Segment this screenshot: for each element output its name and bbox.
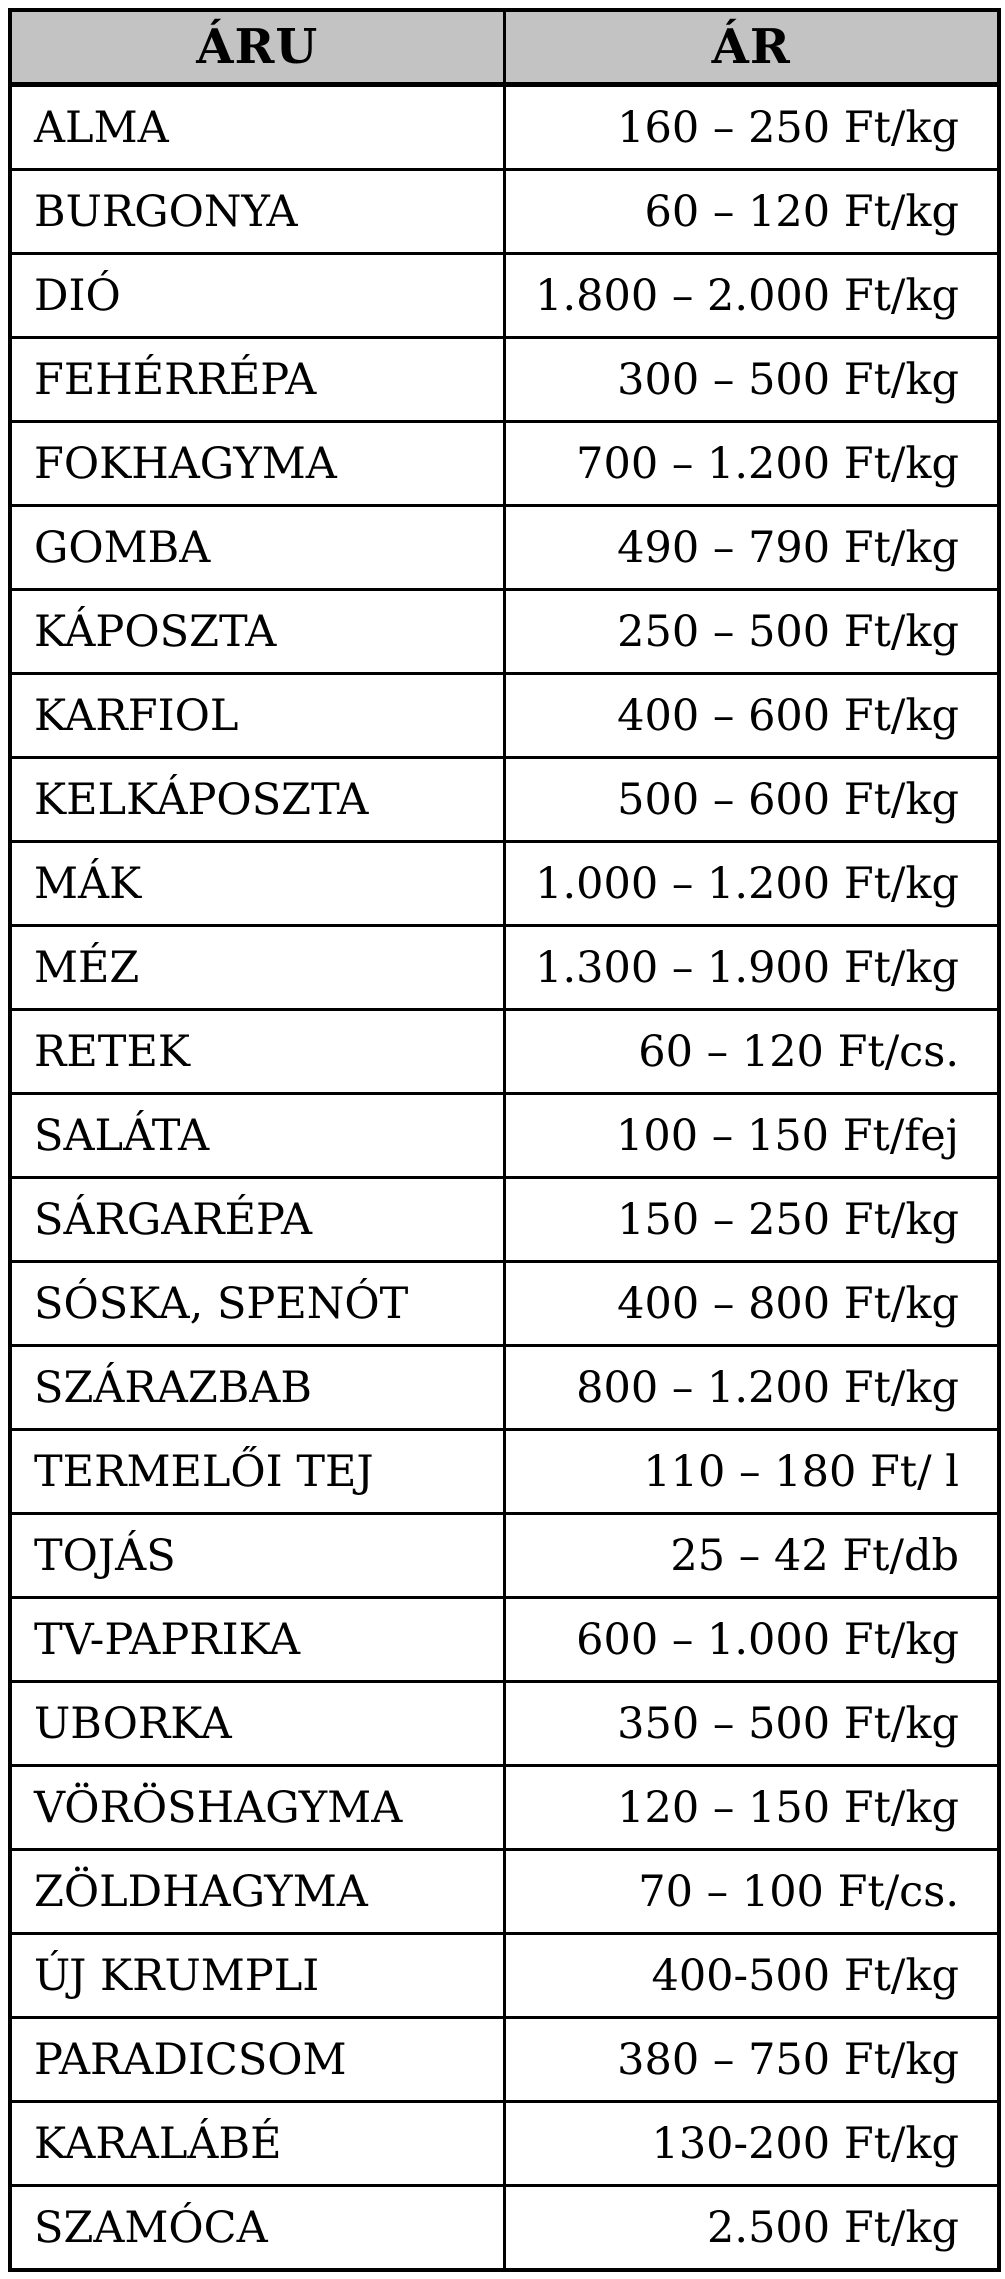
- product-cell: FOKHAGYMA: [10, 422, 504, 506]
- price-cell: 400 – 800 Ft/kg: [504, 1262, 999, 1346]
- table-row: [10, 1850, 999, 1934]
- price-cell: 120 – 150 Ft/kg: [504, 1766, 999, 1850]
- table-row: [10, 1766, 999, 1850]
- price-cell: 100 – 150 Ft/fej: [504, 1094, 999, 1178]
- price-cell: 400-500 Ft/kg: [504, 1934, 999, 2018]
- price-cell: 160 – 250 Ft/kg: [504, 85, 999, 170]
- product-cell: SÓSKA, SPENÓT: [10, 1262, 504, 1346]
- product-cell: RETEK: [10, 1010, 504, 1094]
- table-row: [10, 1514, 999, 1598]
- price-cell: 25 – 42 Ft/db: [504, 1514, 999, 1598]
- product-cell: MÁK: [10, 842, 504, 926]
- price-table-body: [10, 85, 999, 2271]
- price-cell: 1.300 – 1.900 Ft/kg: [504, 926, 999, 1010]
- price-cell: 110 – 180 Ft/ l: [504, 1430, 999, 1514]
- table-row: [10, 1346, 999, 1430]
- price-cell: 70 – 100 Ft/cs.: [504, 1850, 999, 1934]
- price-cell: 380 – 750 Ft/kg: [504, 2018, 999, 2102]
- table-row: [10, 422, 999, 506]
- price-cell: 300 – 500 Ft/kg: [504, 338, 999, 422]
- table-row: [10, 170, 999, 254]
- table-row: [10, 758, 999, 842]
- table-row: [10, 2102, 999, 2186]
- product-cell: TV-PAPRIKA: [10, 1598, 504, 1682]
- table-row: [10, 1682, 999, 1766]
- price-cell: 400 – 600 Ft/kg: [504, 674, 999, 758]
- product-column-header: ÁRU: [10, 10, 504, 85]
- price-cell: 490 – 790 Ft/kg: [504, 506, 999, 590]
- price-table: [8, 8, 1001, 2272]
- product-cell: ALMA: [10, 85, 504, 170]
- product-cell: KARFIOL: [10, 674, 504, 758]
- price-cell: 1.800 – 2.000 Ft/kg: [504, 254, 999, 338]
- product-cell: MÉZ: [10, 926, 504, 1010]
- price-cell: 1.000 – 1.200 Ft/kg: [504, 842, 999, 926]
- product-cell: PARADICSOM: [10, 2018, 504, 2102]
- table-row: [10, 1262, 999, 1346]
- table-row: [10, 1598, 999, 1682]
- price-cell: 700 – 1.200 Ft/kg: [504, 422, 999, 506]
- price-cell: 150 – 250 Ft/kg: [504, 1178, 999, 1262]
- table-row: [10, 506, 999, 590]
- product-cell: ÚJ KRUMPLI: [10, 1934, 504, 2018]
- table-row: [10, 926, 999, 1010]
- product-cell: DIÓ: [10, 254, 504, 338]
- table-row: [10, 1934, 999, 2018]
- product-cell: KARALÁBÉ: [10, 2102, 504, 2186]
- product-cell: TOJÁS: [10, 1514, 504, 1598]
- table-row: [10, 2018, 999, 2102]
- product-cell: KELKÁPOSZTA: [10, 758, 504, 842]
- table-row: [10, 1010, 999, 1094]
- table-row: [10, 338, 999, 422]
- price-cell: 130-200 Ft/kg: [504, 2102, 999, 2186]
- price-cell: 250 – 500 Ft/kg: [504, 590, 999, 674]
- product-cell: BURGONYA: [10, 170, 504, 254]
- price-cell: 60 – 120 Ft/cs.: [504, 1010, 999, 1094]
- table-row: [10, 1094, 999, 1178]
- table-row: [10, 254, 999, 338]
- product-cell: SALÁTA: [10, 1094, 504, 1178]
- price-cell: 60 – 120 Ft/kg: [504, 170, 999, 254]
- price-column-header: ÁR: [504, 10, 999, 85]
- price-cell: 800 – 1.200 Ft/kg: [504, 1346, 999, 1430]
- table-row: [10, 85, 999, 170]
- product-cell: UBORKA: [10, 1682, 504, 1766]
- product-cell: FEHÉRRÉPA: [10, 338, 504, 422]
- table-row: [10, 674, 999, 758]
- price-table-header: [10, 10, 999, 85]
- product-cell: ZÖLDHAGYMA: [10, 1850, 504, 1934]
- header-row: [10, 10, 999, 85]
- table-row: [10, 590, 999, 674]
- price-cell: 500 – 600 Ft/kg: [504, 758, 999, 842]
- product-cell: VÖRÖSHAGYMA: [10, 1766, 504, 1850]
- table-row: [10, 1430, 999, 1514]
- price-cell: 600 – 1.000 Ft/kg: [504, 1598, 999, 1682]
- price-cell: 2.500 Ft/kg: [504, 2186, 999, 2271]
- table-row: [10, 1178, 999, 1262]
- price-cell: 350 – 500 Ft/kg: [504, 1682, 999, 1766]
- product-cell: GOMBA: [10, 506, 504, 590]
- product-cell: TERMELŐI TEJ: [10, 1430, 504, 1514]
- product-cell: SÁRGARÉPA: [10, 1178, 504, 1262]
- table-row: [10, 842, 999, 926]
- product-cell: SZÁRAZBAB: [10, 1346, 504, 1430]
- product-cell: KÁPOSZTA: [10, 590, 504, 674]
- table-row: [10, 2186, 999, 2271]
- product-cell: SZAMÓCA: [10, 2186, 504, 2271]
